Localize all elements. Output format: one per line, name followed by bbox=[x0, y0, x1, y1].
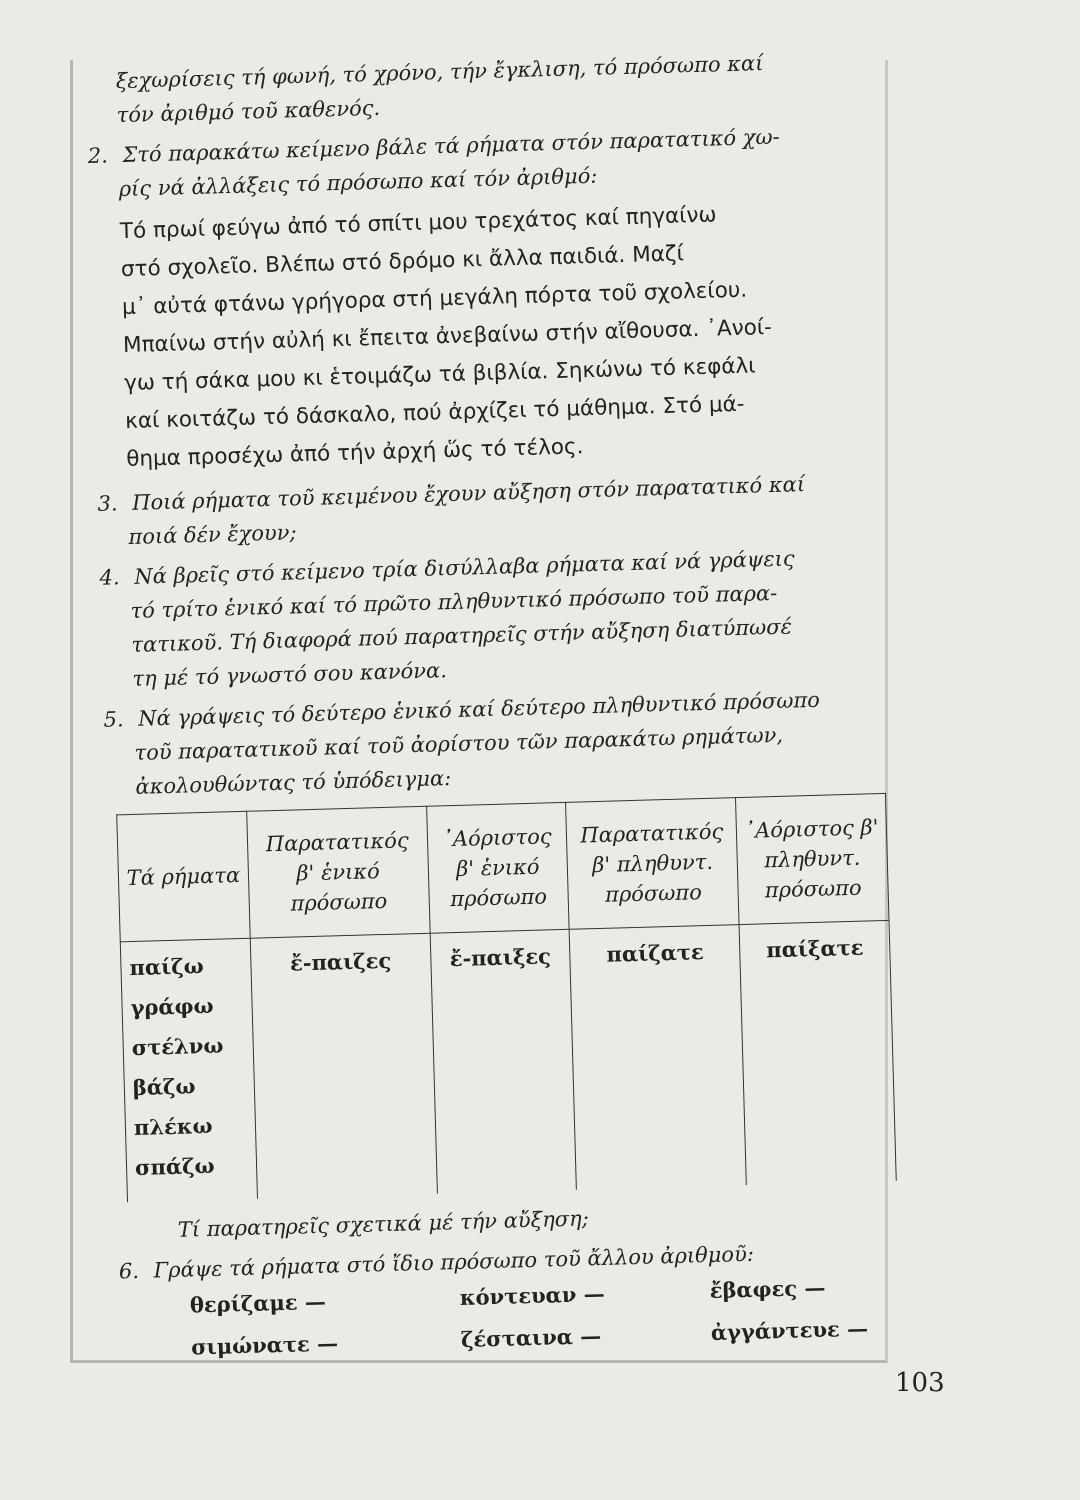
exercise-3-number: 3. bbox=[97, 491, 118, 516]
exercise-6-item: ἔβαφες — bbox=[709, 1274, 826, 1304]
table-header: Τά ρήματα bbox=[117, 811, 250, 942]
exercise-4-line-1: Νά βρεῖς στό κείμενο τρία δισύλλαβα ρήματα καί νά γράψεις bbox=[133, 546, 795, 589]
exercise-2-text-line: θημα προσέχω ἀπό τήν ἀρχή ὥς τό τέλος. bbox=[125, 434, 584, 472]
exercise-2-text-line: στό σχολεῖο. Βλέπω στό δρόμο κι ἄλλα παιδιά. Μαζί bbox=[120, 241, 685, 283]
verb: πλέκω bbox=[133, 1112, 213, 1141]
exercise-2-text-line: γω τή σάκα μου κι ἑτοιμάζω τά βιβλία. Σηκώνω τό κεφάλι bbox=[123, 353, 756, 397]
exercise-5-line-1: Νά γράψεις τό δεύτερο ἑνικό καί δεύτερο πληθυντικό πρόσωπο bbox=[137, 687, 821, 731]
table-header: Παρατατικός β' ἑνικό πρόσωπο bbox=[246, 806, 429, 938]
example-imperfect-singular: ἔ-παιζες bbox=[250, 933, 437, 1198]
example-aorist-plural: παίξατε bbox=[739, 920, 896, 1185]
exercise-2-number: 2. bbox=[87, 143, 109, 168]
exercise-5-question: Τί παρατηρεῖς σχετικά μέ τήν αὔξηση; bbox=[177, 1206, 590, 1242]
exercise-2-line-2: ρίς νά ἀλλάξεις τό πρόσωπο καί τόν ἀριθμό: bbox=[118, 163, 598, 202]
exercise-6-item: θερίζαμε — bbox=[189, 1288, 327, 1318]
book-page bbox=[85, 33, 921, 1360]
verb: σπάζω bbox=[134, 1152, 215, 1181]
exercise-6-item: σιμώνατε — bbox=[190, 1330, 339, 1360]
exercise-3-line-1: Ποιά ρήματα τοῦ κειμένου ἔχουν αὔξηση στόν παρατατικό καί bbox=[131, 472, 806, 515]
conjugation-table bbox=[116, 793, 897, 1202]
exercise-6-item: ζέσταινα — bbox=[460, 1323, 602, 1352]
intro-line-1: ξεχωρίσεις τή φωνή, τό χρόνο, τήν ἔγκλιση, τό πρόσωπο καί bbox=[115, 51, 764, 94]
table-row bbox=[120, 920, 896, 1202]
verbs-cell bbox=[120, 938, 257, 1202]
exercise-6-item: κόντευαν — bbox=[459, 1280, 605, 1311]
exercise-5-line-3: ἀκολουθώντας τό ὑπόδειγμα: bbox=[135, 766, 452, 799]
intro-line-2: τόν ἀριθμό τοῦ καθενός. bbox=[116, 95, 381, 128]
exercise-6-item: ἀγγάντευε — bbox=[710, 1315, 869, 1346]
exercise-2-text-line: καί κοιτάζω τό δάσκαλο, πού ἀρχίζει τό μάθημα. Στό μά- bbox=[124, 391, 745, 435]
exercise-2-text-line: μ᾽ αὐτά φτάνω γρήγορα στή μεγάλη πόρτα τοῦ σχολείου. bbox=[121, 277, 748, 321]
exercise-4-line-3: τατικοῦ. Τή διαφορά πού παρατηρεῖς στήν αὔξηση διατύπωσέ bbox=[131, 614, 793, 657]
table-header: ᾽Αόριστος β' ἑνικό πρόσωπο bbox=[426, 802, 569, 933]
exercise-5-number: 5. bbox=[103, 707, 124, 732]
exercise-2-line-1: Στό παρακάτω κείμενο βάλε τά ρήματα στόν παρατατικό χω- bbox=[122, 124, 781, 167]
table-header: Παρατατικός β' πληθυντ. πρόσωπο bbox=[566, 798, 739, 930]
verb: στέλνω bbox=[131, 1032, 224, 1061]
exercise-5-line-2: τοῦ παρατατικοῦ καί τοῦ ἀορίστου τῶν παρακάτω ρημάτων, bbox=[134, 722, 784, 765]
exercise-6-line-1: Γράψε τά ρήματα στό ἴδιο πρόσωπο τοῦ ἄλλου ἀριθμοῦ: bbox=[153, 1241, 755, 1283]
exercise-3-line-2: ποιά δέν ἔχουν; bbox=[128, 520, 297, 549]
page-number: 103 bbox=[895, 1368, 945, 1398]
exercise-2-text-line: Τό πρωί φεύγω ἀπό τό σπίτι μου τρεχάτος καί πηγαίνω bbox=[119, 202, 717, 245]
exercise-2-text-line: Μπαίνω στήν αὐλή κι ἔπειτα ἀνεβαίνω στήν αἴθουσα. ᾽Ανοί- bbox=[122, 314, 773, 359]
exercise-4-line-2: τό τρίτο ἑνικό καί τό πρῶτο πληθυντικό πρόσωπο τοῦ παρα- bbox=[130, 580, 778, 623]
exercise-6-number: 6. bbox=[118, 1258, 140, 1284]
table-header: ᾽Αόριστος β' πληθυντ. πρόσωπο bbox=[736, 793, 889, 924]
verb: βάζω bbox=[132, 1073, 196, 1101]
verb: γράφω bbox=[130, 992, 214, 1021]
table-header-row bbox=[117, 793, 889, 941]
exercise-4-line-4: τη μέ τό γνωστό σου κανόνα. bbox=[132, 658, 448, 691]
verb: παίζω bbox=[129, 953, 204, 981]
example-aorist-singular: ἔ-παιξες bbox=[430, 929, 577, 1193]
example-imperfect-plural: παίζατε bbox=[569, 925, 746, 1190]
exercise-4-number: 4. bbox=[99, 565, 120, 590]
